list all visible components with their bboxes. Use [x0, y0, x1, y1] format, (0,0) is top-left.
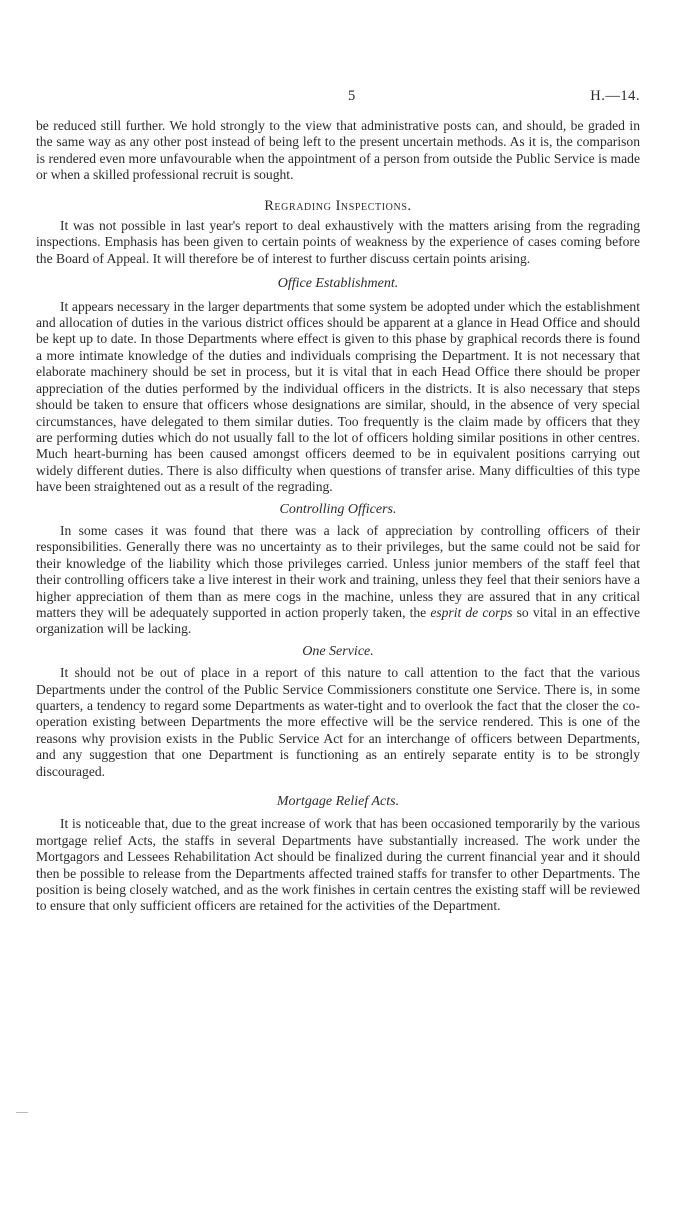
controlling-officers-paragraph: [36, 523, 640, 638]
intro-paragraph: be reduced still further. We hold strongly to the view that administrative posts can, and should, be graded in the same way as any other post instead of being left to the present uncertain methods. As it is, the comparison is rendered even more unfavourable when the appointment of a person from outside the Public Service is made or when a skilled professional recruit is sought.: [36, 118, 640, 183]
heading-controlling-officers: Controlling Officers.: [279, 501, 397, 517]
controlling-officers-text-end: so vital in an effective organization will be lacking.: [36, 604, 640, 637]
one-service-paragraph: It should not be out of place in a report of this nature to call attention to the fact that the various Departments under the control of the Public Service Commissioners constitute one Service. There is, in some quarters, a tendency to regard some Departments as water-tight and to overlook the fact that the closer the co-operation existing between Departments the more effective will be the service rendered. This is one of the reasons why provision exists in the Public Service Act for an interchange of officers between Departments, and any suggestion that one Department is functioning as an entirely separate entity is to be strongly discouraged.: [36, 665, 640, 779]
mortgage-relief-paragraph: It is noticeable that, due to the great increase of work that has been occasioned temporarily by the various mortgage relief Acts, the staffs in several Departments have substantially increased. The work under the Mortgagors and Lessees Rehabilitation Act should be finalized during the current financial year and it should then be possible to release from the Departments affected trained staffs for transfer to other Departments. The position is being closely watched, and as the work finishes in certain centres the existing staff will be reviewed to ensure that only sufficient officers are retained for the activities of the Department.: [36, 816, 640, 914]
regrading-paragraph: It was not possible in last year's report to deal exhaustively with the matters arising from the regrading inspections. Emphasis has been given to certain points of weakness by the experience of cases coming before the Board of Appeal. It will therefore be of interest to further discuss certain points arising.: [36, 218, 640, 266]
heading-one-service: One Service.: [302, 643, 374, 659]
heading-mortgage-relief-acts: Mortgage Relief Acts.: [276, 794, 400, 810]
page-number: 5: [348, 88, 356, 104]
heading-office-establishment: Office Establishment.: [277, 276, 399, 292]
heading-regrading-inspections: Regrading Inspections.: [264, 197, 412, 214]
document-body: [36, 118, 640, 915]
office-establishment-paragraph: It appears necessary in the larger departments that some system be adopted under which the establishment and allocation of duties in the various district offices should be apparent at a glance in Head Office and should be kept up to date. In those Departments where effect is given to this phase by graphical records there is found a more intimate knowledge of the duties and individuals comprising the Department. It is not necessary that elaborate machinery should be set in process, but it is vital that in each Head Office there should be proper appreciation of the duties performed by the individual officers in the districts. It is also necessary that steps should be taken to ensure that officers whose designations are similar, should, in the absence of very special circumstances, have delegated to them similar duties. Too frequently is the claim made by officers that they are performing duties which do not usually fall to the lot of officers holding similar positions in other centres. Much heart-burning has been caused amongst officers deemed to be in equivalent positions carrying out widely different duties. There is also difficulty when questions of transfer arise. Many difficulties of this type have been straightened out as a result of the regrading.: [36, 298, 640, 495]
margin-mark: [16, 1112, 28, 1113]
document-reference: H.—14.: [590, 88, 640, 104]
page-header: [36, 88, 640, 108]
controlling-officers-text-start: In some cases it was found that there was a lack of appreciation by controlling officers of their responsibilities. Generally there was no uncertainty as to their privileges, but the same could not be said for their knowledge of the liability which those privileges carried. Unless junior members of the staff feel that their controlling officers take a live interest in their work and training, unless they feel that their seniors have a higher appreciation of them than as mere cogs in the machine, unless they are assured that in any critical matters they will be adequately supported in action properly taken, the: [36, 522, 640, 620]
esprit-de-corps-phrase: esprit de corps: [430, 604, 513, 620]
